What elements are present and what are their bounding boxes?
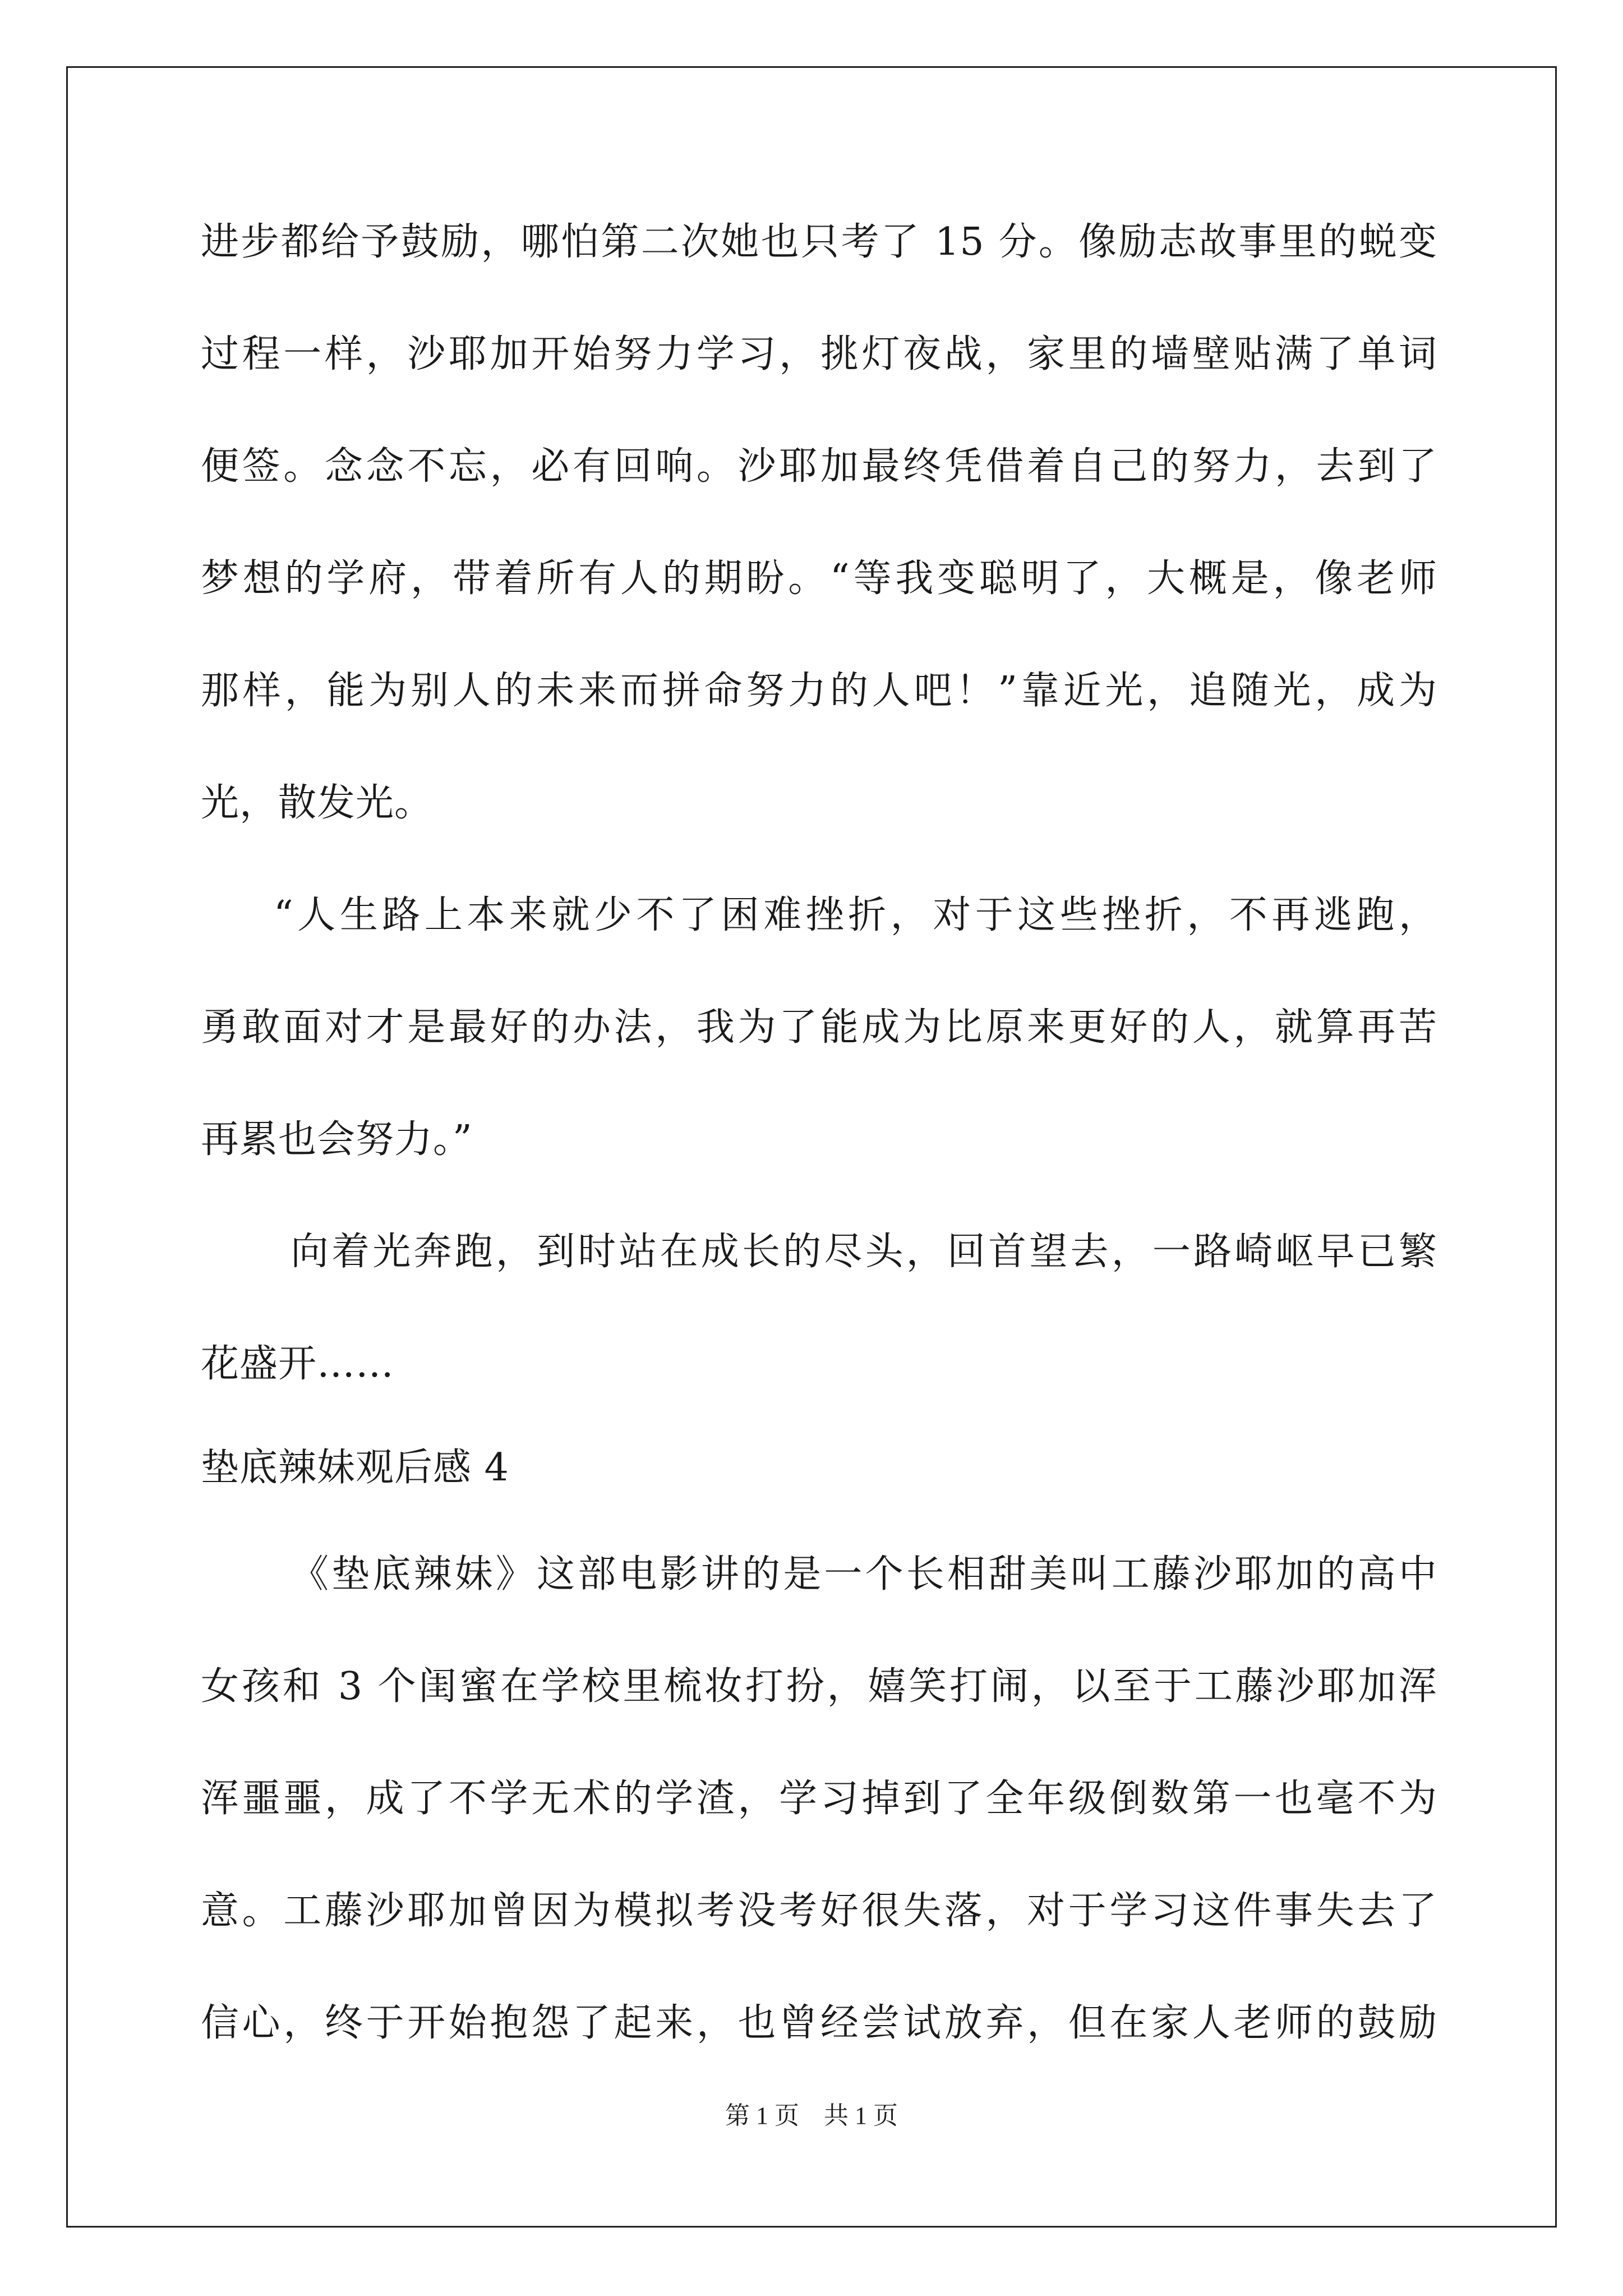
paragraph-line: 勇敢面对才是最好的办法，我为了能成为比原来更好的人，就算再苦 [201,1005,1437,1050]
paragraph-line: 过程一样，沙耶加开始努力学习，挑灯夜战，家里的墙壁贴满了单词 [201,332,1437,376]
paragraph-line: 光，散发光。 [201,781,434,825]
paragraph-line: 便签。念念不忘，必有回响。沙耶加最终凭借着自己的努力，去到了 [201,444,1437,489]
page-footer: 第 1 页 共 1 页 [725,2102,898,2129]
paragraph-line: “人生路上本来就少不了困难挫折，对于这些挫折，不再逃跑， [274,893,1437,937]
paragraph-line: 那样，能为别人的未来而拼命努力的人吧！”靠近光，追随光，成为 [201,669,1437,713]
paragraph-line: 进步都给予鼓励，哪怕第二次她也只考了 15 分。像励志故事里的蜕变 [201,220,1437,264]
paragraph-line: 向着光奔跑，到时站在成长的尽头，回首望去，一路崎岖早已繁 [291,1230,1437,1274]
paragraph-line: 《垫底辣妹》这部电影讲的是一个长相甜美叫工藤沙耶加的高中 [291,1552,1437,1596]
paragraph-line: 再累也会努力。” [201,1117,473,1162]
paragraph-line: 花盛开…… [201,1342,395,1386]
paragraph-line: 信心，终于开始抱怨了起来，也曾经尝试放弃，但在家人老师的鼓励 [201,2001,1437,2045]
paragraph-line: 梦想的学府，带着所有人的期盼。“等我变聪明了，大概是，像老师 [201,556,1437,601]
paragraph-line: 意。工藤沙耶加曾因为模拟考没考好很失落，对于学习这件事失去了 [201,1889,1437,1933]
paragraph-line: 浑噩噩，成了不学无术的学渣，学习掉到了全年级倒数第一也毫不为 [201,1777,1437,1821]
paragraph-line: 女孩和 3 个闺蜜在学校里梳妆打扮，嬉笑打闹，以至于工藤沙耶加浑 [201,1664,1437,1709]
section-heading: 垫底辣妹观后感 4 [201,1446,509,1490]
